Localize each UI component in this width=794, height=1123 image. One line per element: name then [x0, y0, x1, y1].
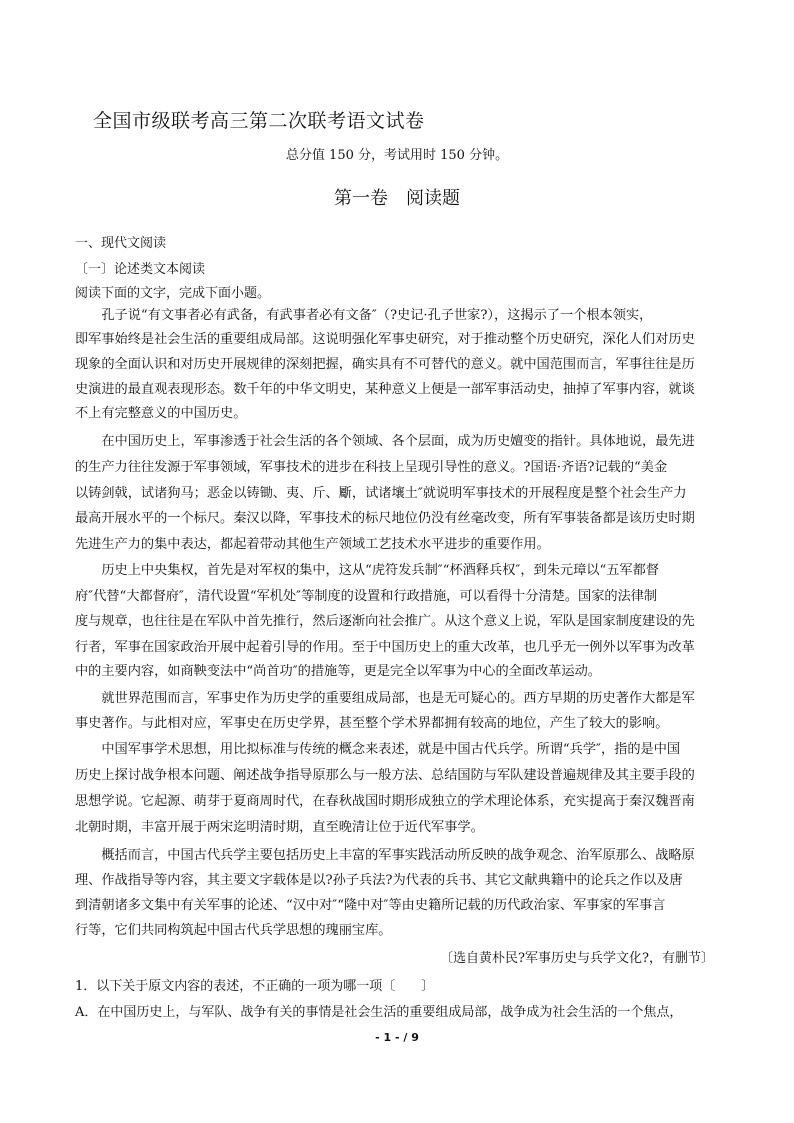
part-heading: 第一卷 阅读题 [334, 188, 460, 209]
passage-line: 府″代替“大都督府″，清代设置“军机处″等制度的设置和行政措施，可以看得十分清楚。国家的法律制 [75, 589, 658, 604]
passage-line: 中国军事学术思想，用比拟标准与传统的概念来表述，就是中国古代兵学。所谓“兵学″，指的是中国 [75, 742, 681, 757]
passage-line: 行等，它们共同构筑起中国古代兵学思想的瑰丽宝库。 [75, 923, 392, 938]
passage-line: 即军事始终是社会生活的重要组成局部。这说明强化军事史研究，对于推动整个历史研究，深化人们对历史 [75, 332, 695, 347]
passage-line: 理、作战指导等内容，其主要文字载体是以?孙子兵法?为代表的兵书、其它文献典籍中的论兵之作以及唐 [75, 873, 683, 888]
passage-line: 在中国历史上，军事渗透于社会生活的各个领域、各个层面，成为历史嬗变的指针。具体地说，最先进 [75, 434, 695, 449]
section-heading: 一、现代文阅读 [75, 236, 167, 251]
option-a: A．在中国历史上，与军队、战争有关的事情是社会生活的重要组成局部，战争成为社会生活的一个焦点， [75, 1005, 683, 1020]
passage-line: 孔子说“有文事者必有武备，有武事者必有文备″（?史记·孔子世家?），这揭示了一个根本领实， [75, 308, 653, 323]
passage-line: 的生产力往往发源于军事领域，军事技术的进步在科技上呈现引导性的意义。?国语·齐语?记载的“美金 [75, 460, 668, 475]
passage-line: 不上有完整意义的中国历史。 [75, 406, 247, 421]
page-number: - 1 - / 9 [375, 1031, 419, 1044]
passage-line: 史演进的最直观表现形态。数千年的中华文明史，某种意义上便是一部军事活动史，抽掉了军事内容，就谈 [75, 382, 695, 397]
passage-line: 行者，军事在国家政治开展中起着引导的作用。至于中国历史上的重大改革，也几乎无一例外以军事为改革 [75, 640, 695, 655]
passage-line: 最高开展水平的一个标尺。秦汉以降，军事技术的标尺地位仍没有丝毫改变，所有军事装备都是该历史时期 [75, 511, 695, 526]
passage-line: 中的主要内容，如商鞅变法中“尚首功″的措施等，更是完全以军事为中心的全面改革运动。 [75, 664, 601, 679]
passage-line: 北朝时期，丰富开展于两宋迄明清时期，直至晚清让位于近代军事学。 [75, 820, 484, 835]
instruction-text: 阅读下面的文字，完成下面小题。 [75, 286, 271, 301]
passage-line: 以铸剑戟，试诸狗马；恶金以铸锄、夷、斤、斸，试诸壤土″就说明军事技术的开展程度是整个社会生产力 [75, 486, 687, 501]
passage-line: 现象的全面认识和对历史开展规律的深刻把握，确实具有不可替代的意义。就中国范围而言，军事往往是历 [75, 357, 695, 372]
passage-line: 先进生产力的集中表达，都起着带动其他生产领域工艺技术水平进步的重要作用。 [75, 537, 550, 552]
document-title: 全国市级联考高三第二次联考语文试卷 [93, 110, 425, 132]
passage-line: 事史著作。与此相对应，军事史在历史学界，甚至整个学术界都拥有较高的地位，产生了较大的影响。 [75, 716, 669, 731]
passage-line: 思想学说。它起源、萌芽于夏商周时代，在春秋战国时期形成独立的学术理论体系，充实提高于秦汉魏晋南 [75, 794, 695, 809]
question-1: 1．以下关于原文内容的表述，不正确的一项为哪一项〔 〕 [75, 979, 435, 994]
subsection-heading: 〔一〕论述类文本阅读 [75, 262, 206, 277]
source-citation: 〔选自黄朴民?军事历史与兵学文化?，有删节〕 [440, 951, 714, 966]
passage-line: 到清朝诸多文集中有关军事的论述、“汉中对″“隆中对″等由史籍所记载的历代政治家、军事家的军事言 [75, 898, 666, 913]
exam-subtitle: 总分值 150 分，考试用时 150 分钟。 [285, 148, 509, 163]
passage-line: 概括而言，中国古代兵学主要包括历史上丰富的军事实践活动所反映的战争观念、治军原那么、战略原 [75, 848, 695, 863]
passage-line: 度与规章，也往往是在军队中首先推行，然后逐渐向社会推广。从这个意义上说，军队是国家制度建设的先 [75, 614, 695, 629]
passage-line: 历史上中央集权，首先是对军权的集中，这从“虎符发兵制″“杯酒释兵权″，到朱元璋以“五军都督 [75, 563, 659, 578]
passage-line: 历史上探讨战争根本问题、阐述战争指导原那么与一般方法、总结国防与军队建设普遍规律及其主要手段的 [75, 768, 695, 783]
passage-line: 就世界范围而言，军事史作为历史学的重要组成局部，也是无可疑心的。西方早期的历史著作大都是军 [75, 691, 695, 706]
